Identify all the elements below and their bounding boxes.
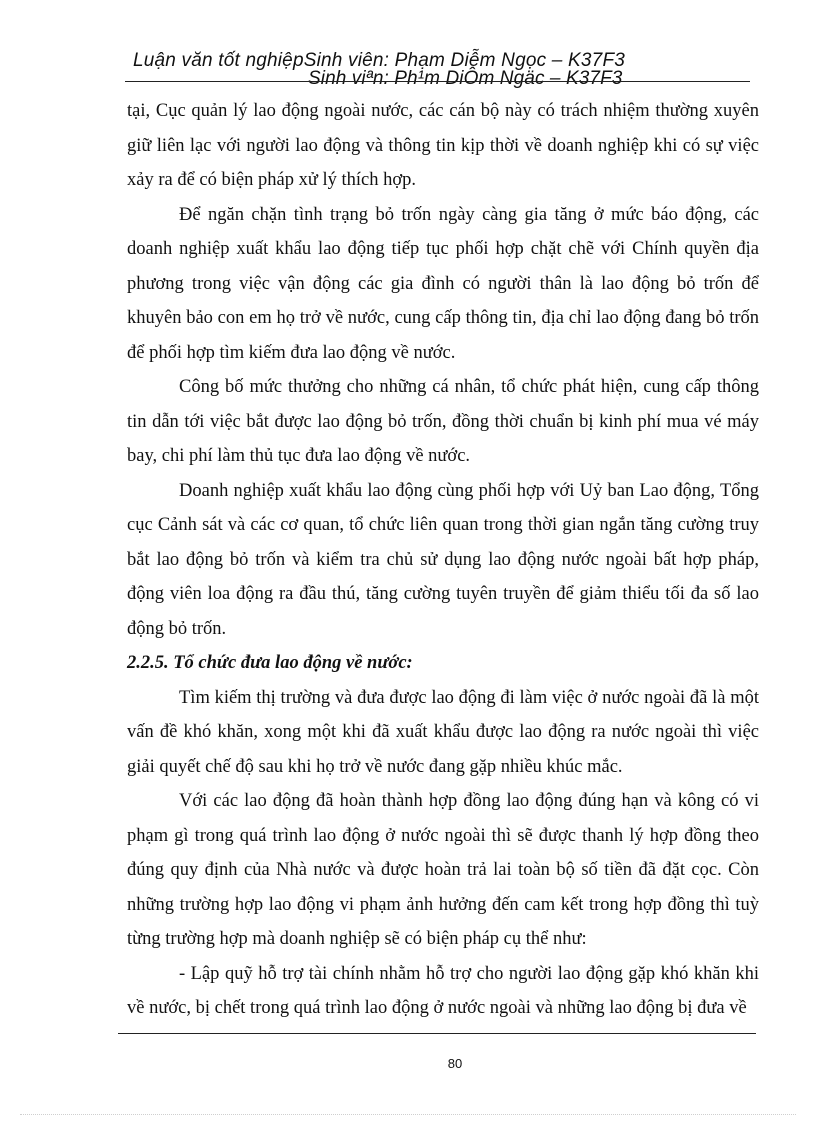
- header-garbled-duplicate: Sinh viªn: Ph¹m DiÔm Ngäc – K37F3: [308, 68, 623, 89]
- body-text: [127, 94, 759, 1026]
- paragraph: - Lập quỹ hỗ trợ tài chính nhằm hỗ trợ cho người lao động gặp khó khăn khi về nước, bị chết trong quá trình lao động ở nước ngoài và những lao động bị đưa về: [127, 963, 759, 1018]
- footer-rule: [118, 1033, 756, 1034]
- page-header: [133, 50, 753, 90]
- paragraph: Với các lao động đã hoàn thành hợp đồng lao động đúng hạn và kông có vi phạm gì trong quá trình lao động ở nước ngoài thì sẽ được thanh lý hợp đồng theo đúng quy định của Nhà nước và được hoàn trả lai toàn bộ số tiền đã đặt cọc. Còn những trường hợp lao động vi phạm ảnh hưởng đến cam kết trong hợp đồng thì tuỳ từng trường hợp mà doanh nghiệp sẽ có biện pháp cụ thể như:: [127, 791, 759, 949]
- page-bottom-divider: [20, 1114, 796, 1115]
- header-title: Luận văn tốt nghiệpSinh viên: Phạm Diễm Ngọc – K37F3: [133, 50, 626, 71]
- paragraph: tại, Cục quản lý lao động ngoài nước, các cán bộ này có trách nhiệm thường xuyên giữ liên lạc với người lao động và thông tin kịp thời về doanh nghiệp khi có sự việc xảy ra để có biện pháp xử lý thích hợp.: [127, 101, 759, 190]
- paragraph: Để ngăn chặn tình trạng bỏ trốn ngày càng gia tăng ở mức báo động, các doanh nghiệp xuất khẩu lao động tiếp tục phối hợp chặt chẽ với Chính quyền địa phương trong việc vận động các gia đình có người thân là lao động bỏ trốn để khuyên bảo con em họ trở về nước, cung cấp thông tin, địa chỉ lao động đang bỏ trốn để phối hợp tìm kiếm đưa lao động về nước.: [127, 204, 759, 363]
- page-number: 80: [447, 1056, 463, 1071]
- paragraph: Doanh nghiệp xuất khẩu lao động cùng phối hợp với Uỷ ban Lao động, Tổng cục Cảnh sát và các cơ quan, tổ chức liên quan trong thời gian ngắn tăng cường truy bắt lao động bỏ trốn và kiểm tra chủ sử dụng lao động nước ngoài bất hợp pháp, động viên loa động ra đầu thú, tăng cường tuyên truyền để giảm thiểu tối đa số lao động bỏ trốn.: [127, 480, 759, 639]
- section-heading: 2.2.5. Tổ chức đưa lao động về nước:: [127, 653, 413, 673]
- header-rule: [125, 81, 750, 82]
- paragraph: Công bố mức thưởng cho những cá nhân, tổ chức phát hiện, cung cấp thông tin dẫn tới việc bắt được lao động bỏ trốn, đồng thời chuẩn bị kinh phí mua vé máy bay, chi phí làm thủ tục đưa lao động về nước.: [127, 377, 759, 466]
- paragraph: Tìm kiếm thị trường và đưa được lao động đi làm việc ở nước ngoài đã là một vấn đề khó khăn, xong một khi đã xuất khẩu được lao động ra nước ngoài thì việc giải quyết chế độ sau khi họ trở về nước đang gặp nhiều khúc mắc.: [127, 687, 759, 777]
